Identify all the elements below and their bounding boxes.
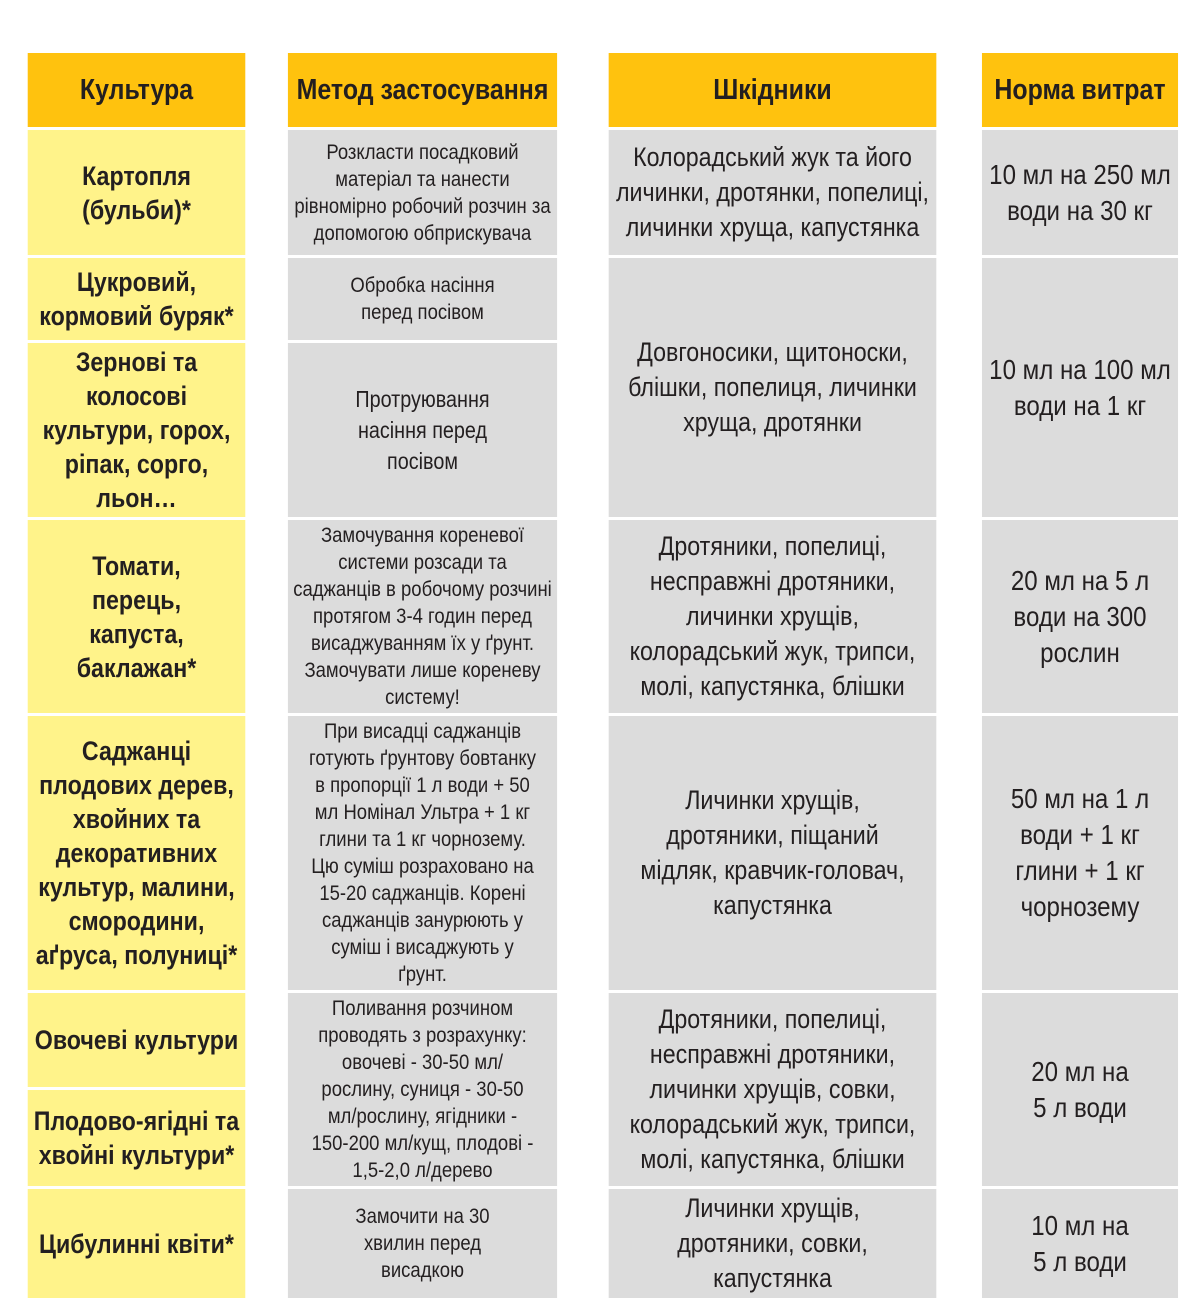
crop-cell <box>28 1090 246 1186</box>
pesticide-usage-table <box>7 50 1197 1301</box>
rate-text: 20 мл на 5 л води на 300 рослин <box>1010 564 1150 668</box>
pests-cell <box>609 520 937 713</box>
rate-text: 50 мл на 1 л води + 1 кг глини + 1 кг чорнозему <box>1010 783 1150 922</box>
pests-text: Дротяники, попелиці, несправжні дротяники, личинки хрущів, совки, колорадський жук, трипси, молі, капустянка, блішки <box>629 1004 916 1174</box>
method-text: Розкласти посадковий матеріал та нанести рівномірно робочий розчин за допомогою обприскувача <box>294 139 551 245</box>
rate-text: 20 мл на 5 л води <box>1031 1055 1129 1123</box>
method-cell <box>288 343 557 517</box>
method-cell <box>288 258 557 340</box>
method-text: Поливання розчином проводять з розрахунку: овочеві - 30-50 мл/рослину, суниця - 30-50 мл/рослину, ягідники - 150-200 мл/кущ, плодові - 1,5-2,0 л/дерево <box>311 996 534 1182</box>
crop-label: Цукровий, кормовий буряк* <box>39 267 234 331</box>
table-row <box>10 716 1194 990</box>
pests-cell <box>609 993 937 1186</box>
header-crop: Культура <box>28 53 246 127</box>
table-row <box>10 258 1194 340</box>
pests-text: Колорадський жук та його личинки, дротянки, попелиці, личинки хруща, капустянка <box>615 142 930 242</box>
method-text: Обробка насіння перед посівом <box>350 273 495 324</box>
header-row <box>10 53 1194 127</box>
method-text: Протруювання насіння перед посівом <box>355 385 490 474</box>
crop-cell <box>28 1189 246 1298</box>
pests-text: Личинки хрущів, дротяники, піщаний мідляк, кравчик-головач, капустянка <box>640 785 905 920</box>
crop-cell <box>28 716 246 990</box>
crop-cell <box>28 130 246 255</box>
rate-cell <box>982 1189 1178 1298</box>
pests-cell <box>609 1189 937 1298</box>
pests-cell <box>609 130 937 255</box>
method-cell <box>288 716 557 990</box>
crop-label: Саджанці плодових дерев, хвойних та декоративних культур, малини, смородини, аґруса, полуниці* <box>35 736 238 970</box>
pests-cell <box>609 258 937 517</box>
crop-cell <box>28 343 246 517</box>
rate-cell <box>982 130 1178 255</box>
pests-cell <box>609 716 937 990</box>
pests-text: Довгоносики, щитоноски, блішки, попелиця, личинки хруща, дротянки <box>628 337 917 437</box>
header-method: Метод застосування <box>288 53 557 127</box>
crop-label: Зернові та колосові культури, горох, ріпак, сорго, льон… <box>42 347 231 513</box>
header-pests: Шкідники <box>609 53 937 127</box>
rate-text: 10 мл на 100 мл води на 1 кг <box>989 353 1171 421</box>
table-row <box>10 1189 1194 1298</box>
rate-text: 10 мл на 250 мл води на 30 кг <box>989 158 1171 226</box>
rate-cell <box>982 716 1178 990</box>
method-cell <box>288 1189 557 1298</box>
crop-cell <box>28 520 246 713</box>
method-cell <box>288 520 557 713</box>
method-text: Замочити на 30 хвилин перед висадкою <box>355 1204 490 1282</box>
rate-cell <box>982 520 1178 713</box>
method-text: При висадці саджанців готують ґрунтову бовтанку в пропорції 1 л води + 50 мл Номінал Ультра + 1 кг глини та 1 кг чорнозему. Цю суміш розраховано на 15-20 саджанців. Корені саджанців занурюють у суміш і висаджують у ґрунт. <box>309 719 536 986</box>
pests-text: Дротяники, попелиці, несправжні дротяники, личинки хрущів, колорадський жук, трипси, молі, капустянка, блішки <box>629 531 916 701</box>
method-text: Замочування кореневої системи розсади та саджанців в робочому розчині протягом 3-4 годин перед висаджуванням їх у ґрунт. Замочувати лише кореневу систему! <box>293 523 552 709</box>
crop-label: Плодово-ягідні та хвойні культури* <box>33 1106 240 1171</box>
header-rate: Норма витрат <box>982 53 1178 127</box>
crop-label: Овочеві культури <box>34 1025 239 1056</box>
method-cell <box>288 993 557 1186</box>
crop-cell <box>28 993 246 1087</box>
table-row <box>10 993 1194 1087</box>
crop-cell <box>28 258 246 340</box>
table-row <box>10 130 1194 255</box>
method-cell <box>288 130 557 255</box>
rate-cell <box>982 993 1178 1186</box>
crop-label: Картопля (бульби)* <box>82 160 191 225</box>
table-row <box>10 520 1194 713</box>
rate-cell <box>982 258 1178 517</box>
crop-label: Томати, перець, капуста, баклажан* <box>76 550 197 683</box>
pests-text: Личинки хрущів, дротяники, совки, капустянка <box>677 1193 868 1293</box>
rate-text: 10 мл на 5 л води <box>1031 1209 1129 1277</box>
crop-label: Цибулинні квіти* <box>39 1228 234 1259</box>
